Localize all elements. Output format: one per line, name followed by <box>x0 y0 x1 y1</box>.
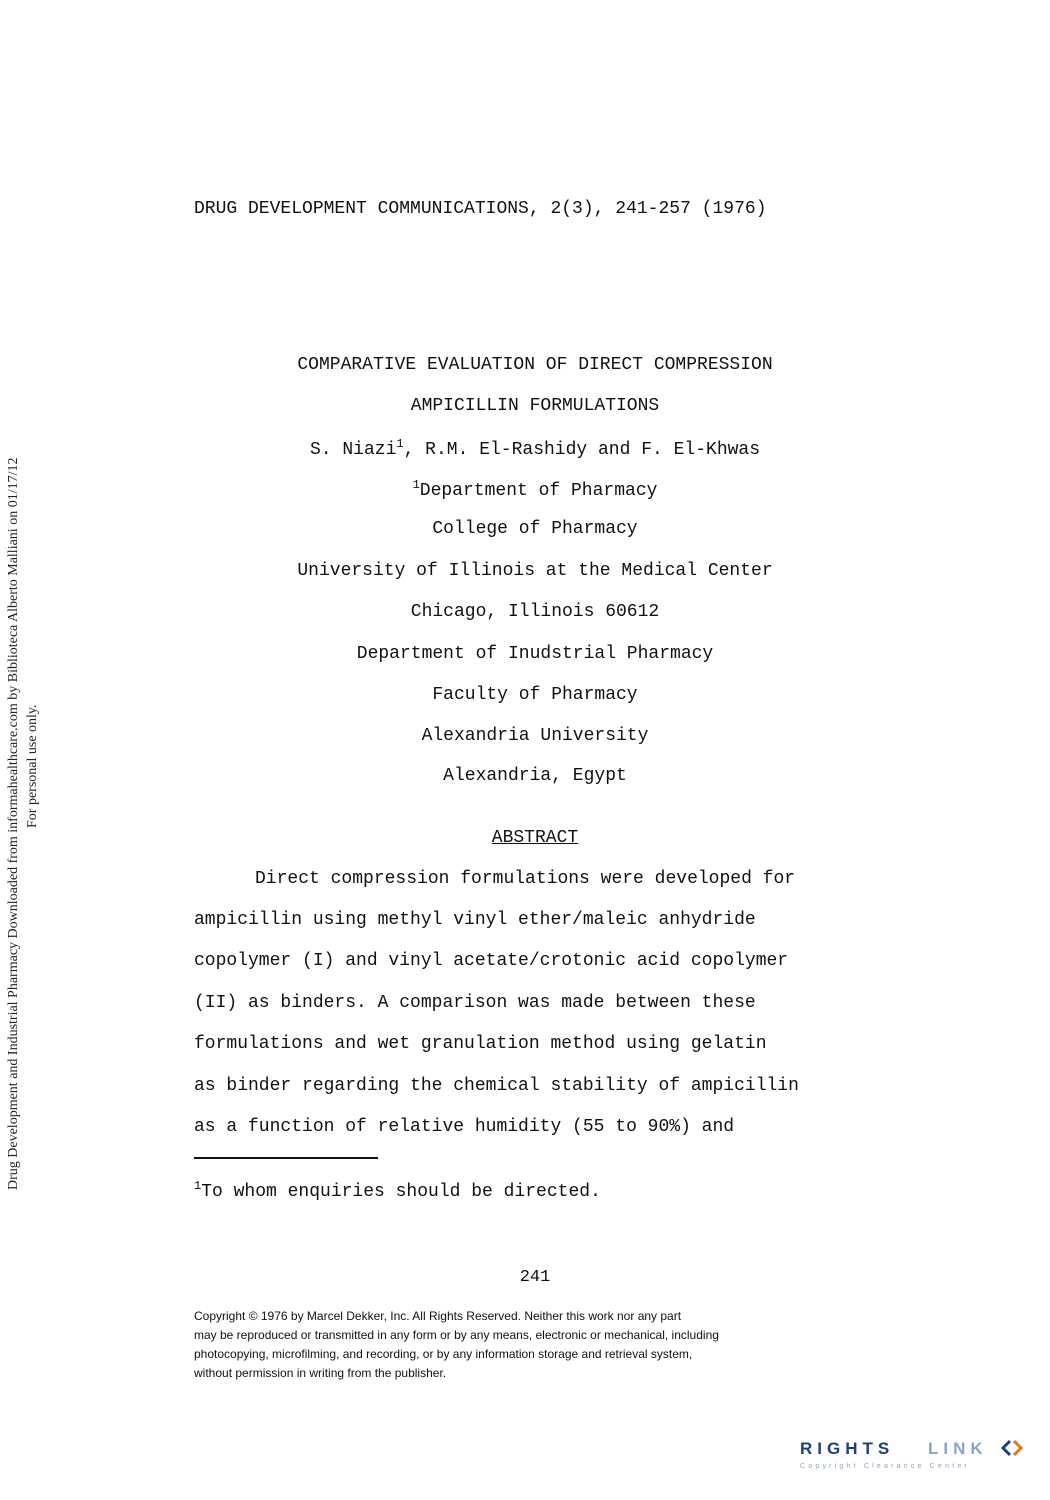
authors <box>0 437 1050 460</box>
side-note-line2: For personal use only. <box>25 704 40 828</box>
affiliation1-city: Chicago, Illinois 60612 <box>410 602 660 622</box>
article-title-line2: AMPICILLIN FORMULATIONS <box>410 396 660 416</box>
author-footnote-mark: 1 <box>396 437 404 451</box>
affiliation2-faculty: Faculty of Pharmacy <box>432 685 638 705</box>
logo-dark-text: RIGHTS <box>800 1439 895 1458</box>
affiliation2-dept: Department of Inudstrial Pharmacy <box>356 644 714 664</box>
footnote-text: To whom enquiries should be directed. <box>201 1182 601 1202</box>
affiliation1-dept <box>0 478 1050 501</box>
abstract-line: formulations and wet granulation method using gelatin <box>194 1034 767 1054</box>
copyright-line: Copyright © 1976 by Marcel Dekker, Inc. All Rights Reserved. Neither this work nor any part <box>194 1309 682 1323</box>
abstract-line: (II) as binders. A comparison was made between these <box>194 993 756 1013</box>
abstract-heading: ABSTRACT <box>491 828 579 848</box>
affiliation-footnote-mark: 1 <box>412 478 420 492</box>
journal-citation: DRUG DEVELOPMENT COMMUNICATIONS, 2(3), 241-257 (1976) <box>194 199 767 219</box>
affiliation2-university: Alexandria University <box>421 726 649 746</box>
rightslink-logo-graphic <box>800 1437 1035 1473</box>
footnote-rule <box>194 1157 378 1159</box>
abstract-line: Direct compression formulations were developed for <box>255 869 796 889</box>
article-title-line1: COMPARATIVE EVALUATION OF DIRECT COMPRESSION <box>297 355 773 375</box>
abstract-line: as a function of relative humidity (55 to 90%) and <box>194 1117 735 1137</box>
page-number: 241 <box>519 1268 551 1287</box>
side-note-line1: Drug Development and Industrial Pharmacy Downloaded from informahealthcare.com by Biblioteca Alberto Malliani on 01/17/12 <box>6 457 21 1190</box>
copyright-line: may be reproduced or transmitted in any form or by any means, electronic or mechanical, including <box>194 1328 719 1342</box>
abstract-line: as binder regarding the chemical stability of ampicillin <box>194 1076 799 1096</box>
author-first: S. Niazi <box>309 440 397 460</box>
author-rest: , R.M. El-Rashidy and F. El-Khwas <box>403 440 761 460</box>
affiliation2-city: Alexandria, Egypt <box>443 766 627 786</box>
logo-tagline: Copyright Clearance Center <box>800 1463 970 1470</box>
copyright-line: photocopying, microfilming, and recording, or by any information storage and retrieval system, <box>194 1347 693 1361</box>
abstract-line: copolymer (I) and vinyl acetate/crotonic acid copolymer <box>194 951 789 971</box>
footnote-mark: 1 <box>194 1179 202 1193</box>
affiliation1-dept-text: Department of Pharmacy <box>419 481 658 501</box>
logo-arrow-icon <box>1003 1441 1021 1455</box>
abstract-line: ampicillin using methyl vinyl ether/maleic anhydride <box>194 910 756 930</box>
copyright-line: without permission in writing from the publisher. <box>194 1366 447 1380</box>
affiliation1-university: University of Illinois at the Medical Center <box>297 561 773 581</box>
copyright-notice <box>194 1307 874 1383</box>
footnote <box>194 1179 601 1202</box>
rightslink-logo <box>800 1437 1035 1473</box>
logo-light-text: LINK <box>928 1439 988 1458</box>
affiliation1-college: College of Pharmacy <box>432 519 638 539</box>
